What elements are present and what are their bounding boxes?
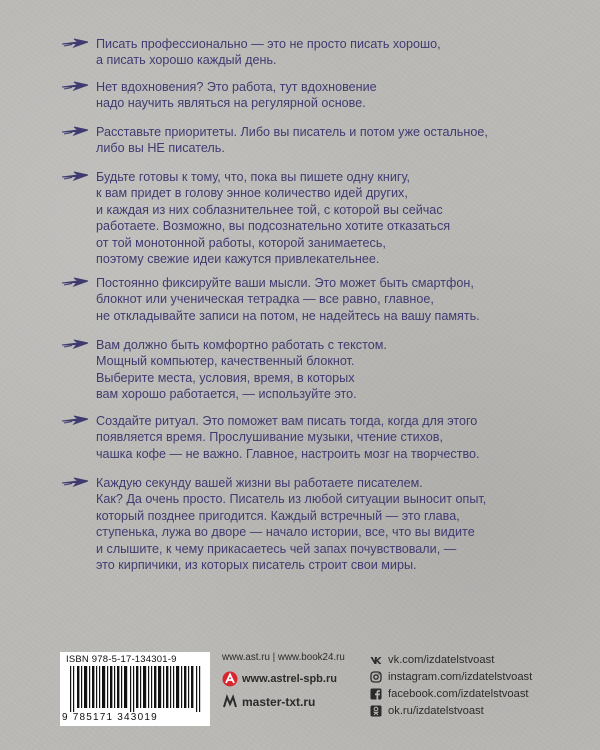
social-label[interactable]: instagram.com/izdatelstvoast — [388, 671, 533, 683]
social-label[interactable]: facebook.com/izdatelstvoast — [388, 688, 529, 700]
tip-text: Постоянно фиксируйте ваши мысли. Это может быть смартфон, блокнот или ученическая тетрадка — все равно, главное, не откладывайте записи на потом, не надейтесь на вашу память. — [96, 276, 480, 323]
arrow-icon — [62, 38, 88, 48]
isbn-label: ISBN 978-5-17-134301-9 — [66, 654, 177, 665]
vk-icon — [370, 654, 382, 666]
tip-text: Создайте ритуал. Это поможет вам писать тогда, когда для этого появляется время. Прослушивание музыки, чтение стихов, чашка кофе — не важно. Главное, настроить мозг на творчество. — [96, 414, 480, 461]
social-item-ok[interactable] — [370, 703, 484, 719]
astrel-row[interactable] — [222, 670, 337, 688]
master-row[interactable] — [222, 693, 315, 711]
tip-text: Каждую секунду вашей жизни вы работаете писателем. Как? Да очень просто. Писатель из любой ситуации выносит опыт, который позднее пригодится. Каждый встречный — это глава, ступенька, лужа во дворе — начало истории, все, что вы видите и слышите, к чему прикасаетесь чей запах почувствовали, — это кирпичики, из которых писатель строит свои миры. — [96, 476, 487, 573]
publisher-block — [222, 652, 362, 732]
ok-icon — [370, 705, 382, 717]
arrow-icon — [62, 339, 88, 349]
astrel-link[interactable]: www.astrel-spb.ru — [242, 673, 337, 685]
master-logo-icon — [222, 694, 238, 710]
barcode-block — [60, 652, 210, 726]
arrow-icon — [62, 477, 88, 487]
social-label[interactable]: vk.com/izdatelstvoast — [388, 654, 495, 666]
publisher-sites-link[interactable]: www.ast.ru | www.book24.ru — [222, 652, 345, 663]
arrow-icon — [62, 277, 88, 287]
facebook-icon — [370, 688, 382, 700]
social-item-facebook[interactable] — [370, 686, 529, 702]
barcode-bars — [68, 666, 202, 712]
tip-text: Нет вдохновения? Это работа, тут вдохновение надо научить являться на регулярной основе. — [96, 80, 377, 111]
arrow-icon — [62, 171, 88, 181]
tip-text: Расставьте приоритеты. Либо вы писатель и потом уже остальное, либо вы НЕ писатель. — [96, 125, 488, 156]
social-label[interactable]: ok.ru/izdatelstvoast — [388, 705, 484, 717]
arrow-icon — [62, 81, 88, 91]
astrel-logo-icon — [222, 671, 238, 687]
social-links — [370, 652, 570, 732]
social-item-instagram[interactable] — [370, 669, 532, 685]
barcode-number: 9 785171 343019 — [62, 712, 158, 723]
arrow-icon — [62, 126, 88, 136]
social-item-vk[interactable] — [370, 652, 494, 668]
arrow-icon — [62, 415, 88, 425]
instagram-icon — [370, 671, 382, 683]
tip-text: Будьте готовы к тому, что, пока вы пишете одну книгу, к вам придет в голову энное количество идей других, и каждая из них соблазнительнее той, с которой вы сейчас работаете. Возможно, вы подсознательно хотите отказаться от той монотонной работы, которой занимаетесь, поэтому свежие идеи кажутся привлекательнее. — [96, 170, 451, 267]
master-link[interactable]: master-txt.ru — [242, 695, 316, 709]
tip-text: Вам должно быть комфортно работать с текстом. Мощный компьютер, качественный блокнот. Выберите места, условия, время, в которых вам хорошо работается, — используйте это. — [96, 338, 387, 402]
tip-text: Писать профессионально — это не просто писать хорошо, а писать хорошо каждый день. — [96, 37, 441, 68]
